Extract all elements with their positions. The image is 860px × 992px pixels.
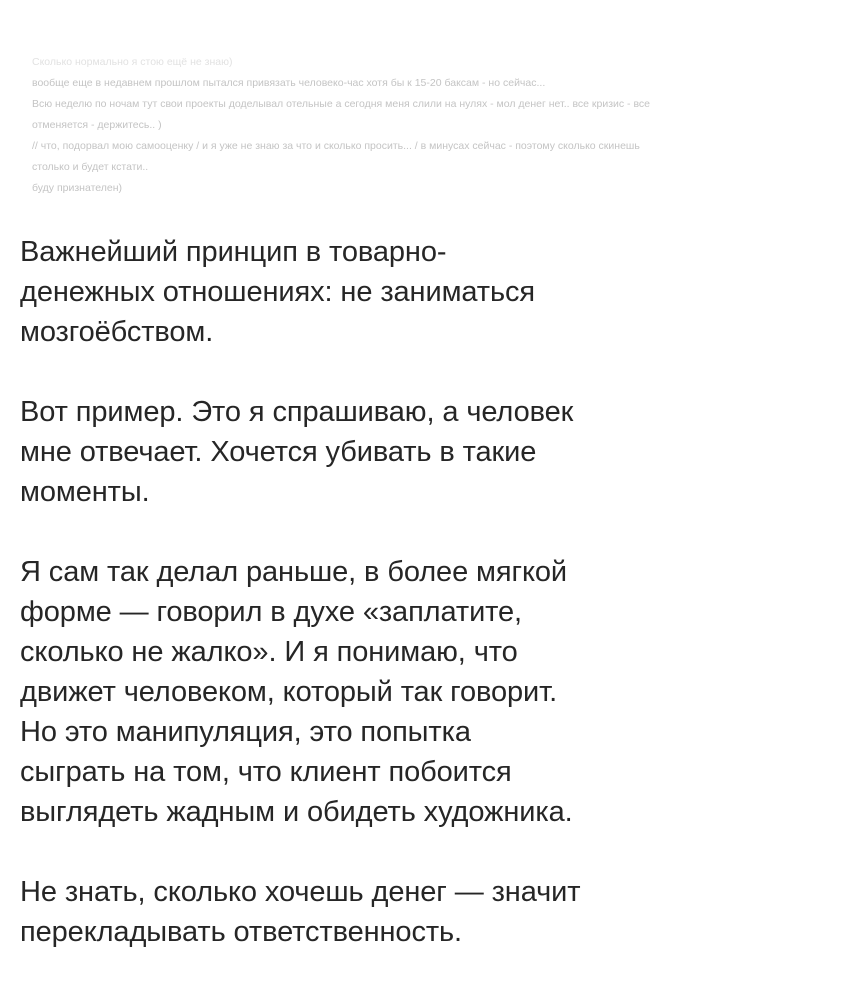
quote-line: Всю неделю по ночам тут свои проекты доделывал отельные а сегодня меня слили на нулях - мол денег нет.. все кризис - все отменяется - держитесь.. ) xyxy=(32,98,651,131)
article-paragraph: Вот пример. Это я спрашиваю, а человек мне отвечает. Хочется убивать в такие моменты. xyxy=(20,396,574,508)
quoted-message xyxy=(32,52,652,199)
quote-line: буду признателен) xyxy=(32,182,123,194)
article-paragraph: Я сам так делал раньше, в более мягкой форме — говорил в духе «заплатите, сколько не жалко». И я понимаю, что движет человеком, который так говорит. Но это манипуляция, это попытка сыграть на том, что клиент побоится выглядеть жадным и обидеть художника. xyxy=(20,556,573,828)
quote-line: Сколько нормально я стою ещё не знаю) xyxy=(32,56,233,68)
article-paragraph: Важнейший принцип в товарно- денежных отношениях: не заниматься мозгоёбством. xyxy=(20,236,535,348)
quote-line: вообще еще в недавнем прошлом пытался привязать человеко-час хотя бы к 15-20 баксам - но сейчас... xyxy=(32,77,546,89)
quote-line: // что, подорвал мою самооценку / и я уже не знаю за что и сколько просить... / в минусах сейчас - поэтому сколько скинешь столько и будет кстати.. xyxy=(32,140,640,173)
article-paragraph: Не знать, сколько хочешь денег — значит перекладывать ответственность. xyxy=(20,876,581,948)
article-body xyxy=(20,232,680,992)
